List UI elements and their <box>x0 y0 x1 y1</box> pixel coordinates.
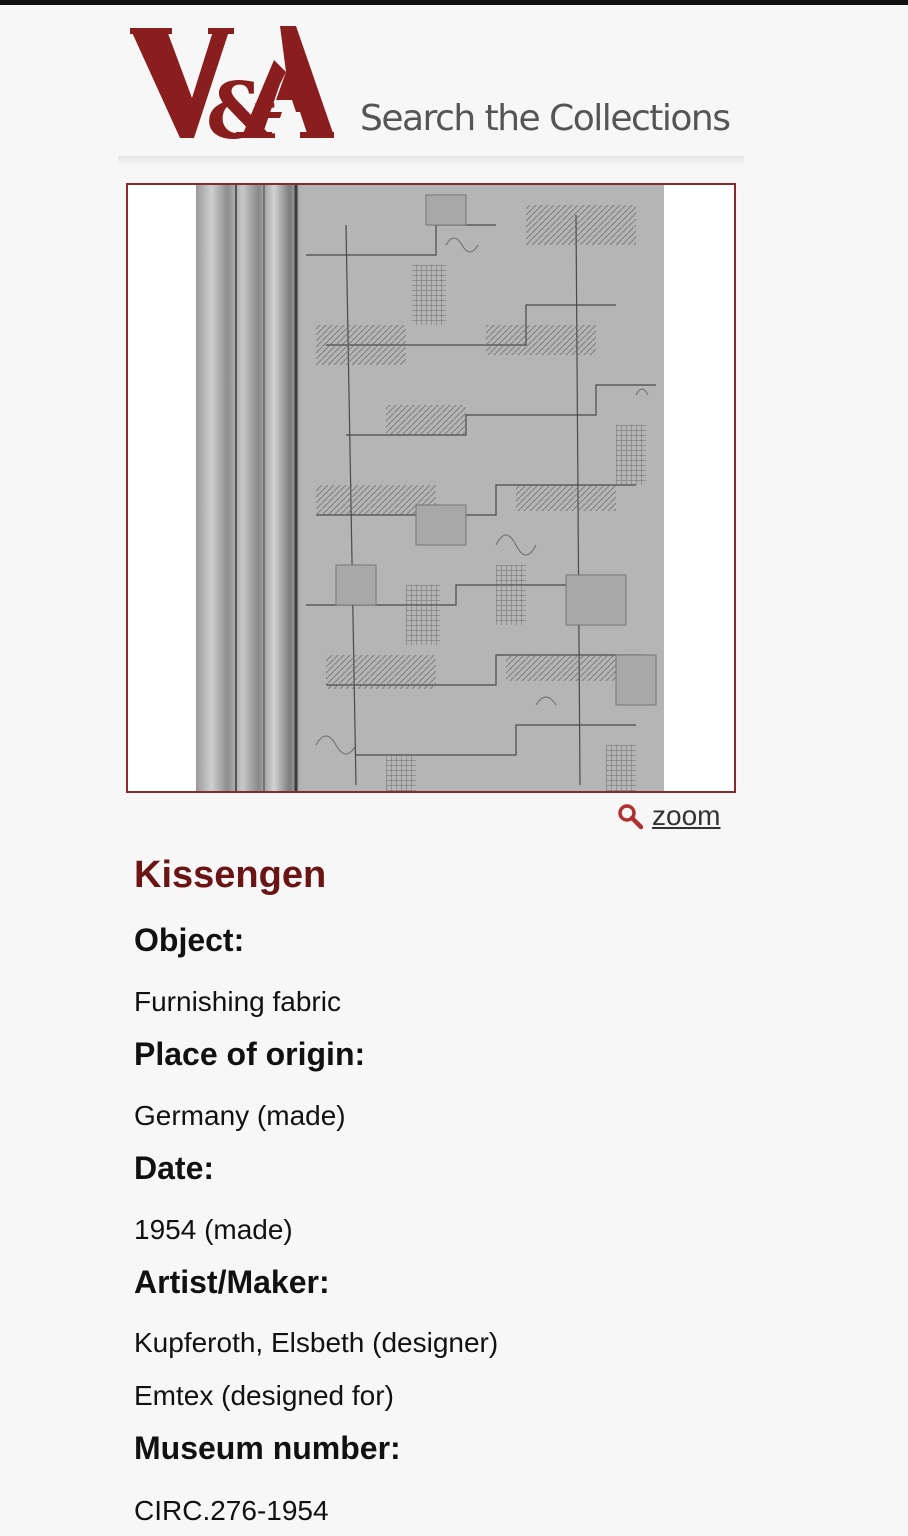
header-divider <box>118 156 744 164</box>
top-bar <box>0 0 908 5</box>
field-value-date: 1954 (made) <box>134 1214 293 1245</box>
field-value-museum-number: CIRC.276-1954 <box>134 1495 329 1526</box>
field-label-date: Date: <box>134 1150 215 1186</box>
fabric-image[interactable] <box>196 185 664 791</box>
field-label-artist-maker: Artist/Maker: <box>134 1264 330 1300</box>
zoom-link[interactable] <box>616 800 720 832</box>
fabric-pattern <box>196 185 664 791</box>
va-logo-mark <box>130 20 335 155</box>
field-value-designer: Kupferoth, Elsbeth (designer) <box>134 1327 499 1358</box>
magnifier-icon <box>616 802 644 830</box>
svg-text:&: & <box>206 66 277 155</box>
field-value-designed-for: Emtex (designed for) <box>134 1380 394 1411</box>
field-label-place-of-origin: Place of origin: <box>134 1036 366 1072</box>
field-value-object: Furnishing fabric <box>134 986 341 1017</box>
object-image-frame[interactable] <box>126 183 736 793</box>
site-header <box>118 16 744 156</box>
site-title: Search the Collections <box>360 98 730 139</box>
zoom-label[interactable]: zoom <box>652 800 721 831</box>
va-logo[interactable] <box>130 20 335 155</box>
field-label-object: Object: <box>134 922 245 958</box>
field-value-place-of-origin: Germany (made) <box>134 1100 346 1131</box>
field-label-museum-number: Museum number: <box>134 1430 401 1466</box>
object-title: Kissengen <box>134 854 327 896</box>
